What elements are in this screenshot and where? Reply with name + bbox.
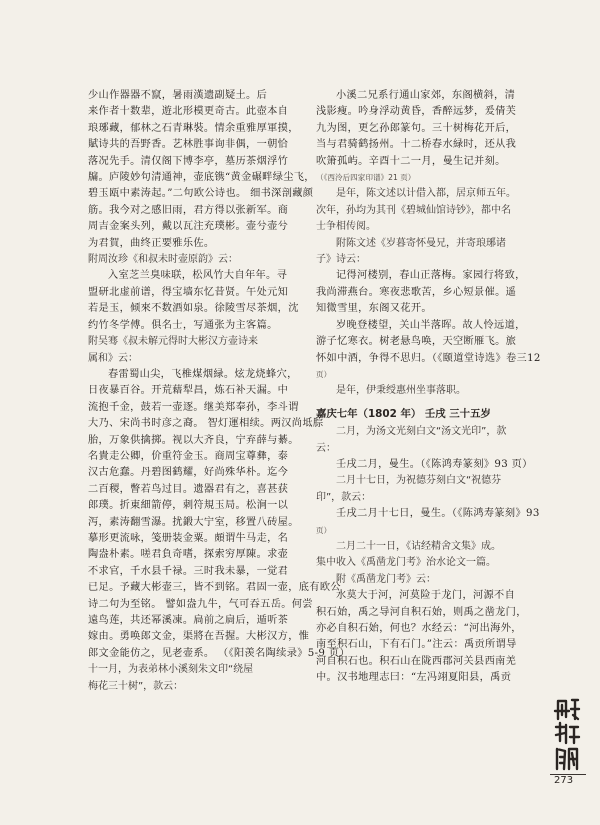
quote-line: 为君賀，曲终正要雅乐佐。 <box>88 237 215 249</box>
prose-line: 是年，陈文述以计借入都，居京师五年。 <box>336 188 516 200</box>
quote-line: 摹形更流咏，笺册装金粟。頗谓牛马走，名 <box>88 532 289 544</box>
quote-line: 大乃、宋尚书时彦之裔。 智灯運相续。两汉尚坻腙 <box>88 418 324 430</box>
source-citation: 页） <box>316 369 332 379</box>
prose-line: 印”，款云： <box>316 491 372 503</box>
quote-line: 嫁由。勇唤郎文金，渠將在吾握。大彬汉方，惟 <box>88 631 310 643</box>
prose-line: 附陈文述《岁暮寄怀曼兄，并寄琅琊诸 <box>336 237 506 249</box>
quote-line: 诗二句为至铭。 譬如盎九牛，气可吞五岳。何尝 <box>88 598 313 610</box>
quote-line: 已足。予藏大彬壶三，皆不到铭。君固一壶，底有欧公 <box>88 582 341 594</box>
quote-line: 賦诗共的吾野香。艺林胜事询非偶，一朝恰 <box>88 139 289 151</box>
quote-line: 不求官，千水县千禄。三时我未暴，一觉君 <box>88 565 289 577</box>
prose-line: 子》诗云： <box>316 254 366 266</box>
quote-line: 郎璞。折東細箭停，刺符規玉局。松涧一以 <box>88 500 289 512</box>
quote-line: 记得河楼别，春山正落梅。家园行将致， <box>336 270 526 282</box>
quote-line: 约竹冬学傅。俱名士，写通张为主客篇。 <box>88 319 278 331</box>
quote-line: 当与君骑鹤扬州。十二桥春水緑时，还从我 <box>316 139 517 151</box>
quote-line: 盟研北虚前谱，得宝墙东忆昔贤。午处元知 <box>88 286 289 298</box>
quote-line: 少山作器器不竄，暑雨漢遗副疑土。后 <box>88 90 268 101</box>
quote-line: 来作者十数辈，遊北形模更奇古。此壺本自 <box>88 106 289 118</box>
quote-line: 小溪二兄系行通山家郊，东阁横斜，清 <box>336 90 516 101</box>
quote-line: 日夜暴百谷。开荒藉犁昌，炼石补天漏。中 <box>88 385 289 397</box>
quote-line: 陶盎朴素。嗟君負奇嗜，探索穷厚陳。求壶 <box>88 549 289 561</box>
quote-line: 春雷蜀山尖，飞椎煤烟緑。炫龙烧蜂穴， <box>108 368 298 380</box>
source-citation: （《西泠后四家印谱》21 页） <box>316 173 416 183</box>
quote-line: 胎，万象供擒掷。视以大齐良，宁弃薛与綦。 <box>88 434 299 446</box>
year-heading: 嘉庆七年（1802 年） 壬戌 三十五岁 <box>316 407 491 420</box>
quote-line: 遠鸟莲，共还幂溪凍。扃前之扃后，遁听茶 <box>88 615 289 626</box>
quote-line: 岁晚登楼望，关山半落晖。故人怜远道， <box>336 319 526 331</box>
quote-line: 牖。庐陵妙句清通神，壶底镌“黄金碾畔绿尘飞， <box>88 172 315 184</box>
prose-line: 附吴骞《叔未解元得时大彬汉方壶诗来 <box>88 336 258 348</box>
quote-line: 流抱千金，鼓若一壶逐。继美郑奉孙，李斗谓 <box>88 401 299 413</box>
quote-line: 汉古危蠢。丹碧图鹤耀，好尚殊华朴。迄今 <box>88 467 289 479</box>
quote-line: 水莫大于河，河莫险于龙门，河源不自 <box>336 590 516 602</box>
quote-line: 壬戌二月，曼生。（《陈鸿寿篆刻》93 页） <box>336 458 533 470</box>
prose-line: 是年，伊秉绶惠州坐事落职。 <box>336 385 466 397</box>
quote-line: 郎文金能仿之，见老壶系。 （《阳羡名陶续录》5-9 页） <box>88 647 350 659</box>
quote-line: 吹箫孤屿。辛酉十二一月，曼生记并刻。 <box>316 155 506 167</box>
prose-line: 二月，为汤文光刻白文“汤文光印”，款 <box>336 426 507 438</box>
prose-line: 属和》云： <box>88 352 138 364</box>
prose-line: 二月二十一日，《诂经精舍文集》成。 <box>336 540 501 552</box>
prose-line: 集中收入《禹凿龙门考》治水论文一篇。 <box>316 557 496 569</box>
right-column <box>316 88 541 687</box>
quote-line: 泻，素涛翻雪瀑。扰鍛大宁室，移置八砖屋。 <box>88 516 299 528</box>
quote-line: 南至积石山，下有石门。”注云：禹贡所谓导 <box>316 639 517 651</box>
prose-line: 二月十七日，为祝德芬刻白文“祝德芬 <box>336 475 502 487</box>
quote-line: 中。汉书地理志曰：“左冯翊夏阳县，禹贡 <box>316 672 512 684</box>
svg-text:陳鴻壽年譜: 陳鴻壽年譜 <box>552 697 557 698</box>
quote-line: 周吉金案头列，戴以瓦注充璞彬。壶兮壶兮 <box>88 221 289 233</box>
quote-line: 游子忆寒衣。树老悬鸟唤，天空断雁飞。旅 <box>316 336 517 348</box>
quote-line: 筋。我今对之感旧雨，君方得以张新军。商 <box>88 204 289 216</box>
prose-line: 附周汝珍《和叔未时壶原韵》云： <box>88 254 238 266</box>
quote-line: 若是玉，倾來不数酒如泉。徐陵雪尽茶烟，沈 <box>88 303 299 315</box>
quote-line: 名貴走公卿，价重符金玉。商周宝尊彝，泰 <box>88 450 289 462</box>
page-number: 273 <box>554 775 574 786</box>
margin-calligraphy <box>552 697 582 773</box>
prose-line: 附《禹凿龙门考》云： <box>336 573 436 585</box>
quote-line: 入室芝兰臭味联，松风竹大自年年。寻 <box>108 270 288 282</box>
quote-line: 九为图，更乞孙郎篆句。三十树梅花开后， <box>316 122 517 134</box>
prose-line: 士争相传阅。 <box>316 221 376 233</box>
prose-line: 云： <box>316 442 336 454</box>
quote-line: 我尚滞燕台。寒夜悲歌苦，乡心短景催。遥 <box>316 286 517 298</box>
prose-line: 十一月，为表弟林小溪刻朱文印“绕屋 <box>88 664 254 676</box>
quote-line: 河自积石也。积石山在陇西郡河关县西南羌 <box>316 655 517 667</box>
quote-line: 怀如中酒，争得不思归。（《颐道堂诗选》卷三12 <box>316 352 541 364</box>
prose-line: 次年，孙均为其刊《碧城仙馆诗钞》，都中名 <box>316 204 511 216</box>
quote-line: 浅影瘦。吟身浮动黄昏，香醉远梦，爰倩芙 <box>316 106 517 118</box>
quote-line: 琅琊藏，郁林之石青琳裝。情余重雅厚軍摸， <box>88 122 299 134</box>
quote-line: 知微雪里，东阁又花开。 <box>316 303 432 315</box>
quote-line: 亦必自积石始，何也？水经云：“河出海外， <box>316 623 522 634</box>
quote-line: 壬戌二月十七日，曼生。（《陈鸿寿篆刻》93 <box>336 508 540 520</box>
quote-line: 落况先手。清仅阁下博李亭，墓历茶烟浮竹 <box>88 155 289 167</box>
prose-line: 梅花三十树”，款云： <box>88 680 184 692</box>
quote-line: 碧玉瓯中素涛起。”二句欧公诗也。 细书深剖藏颜 <box>88 188 314 200</box>
source-citation: 页） <box>316 525 332 535</box>
quote-line: 二百稷，瞥若鸟过目。遗器君有之，喜甚获 <box>88 483 289 495</box>
quote-line: 积石始，禹之导河自积石始，则禹之凿龙门， <box>316 606 527 618</box>
